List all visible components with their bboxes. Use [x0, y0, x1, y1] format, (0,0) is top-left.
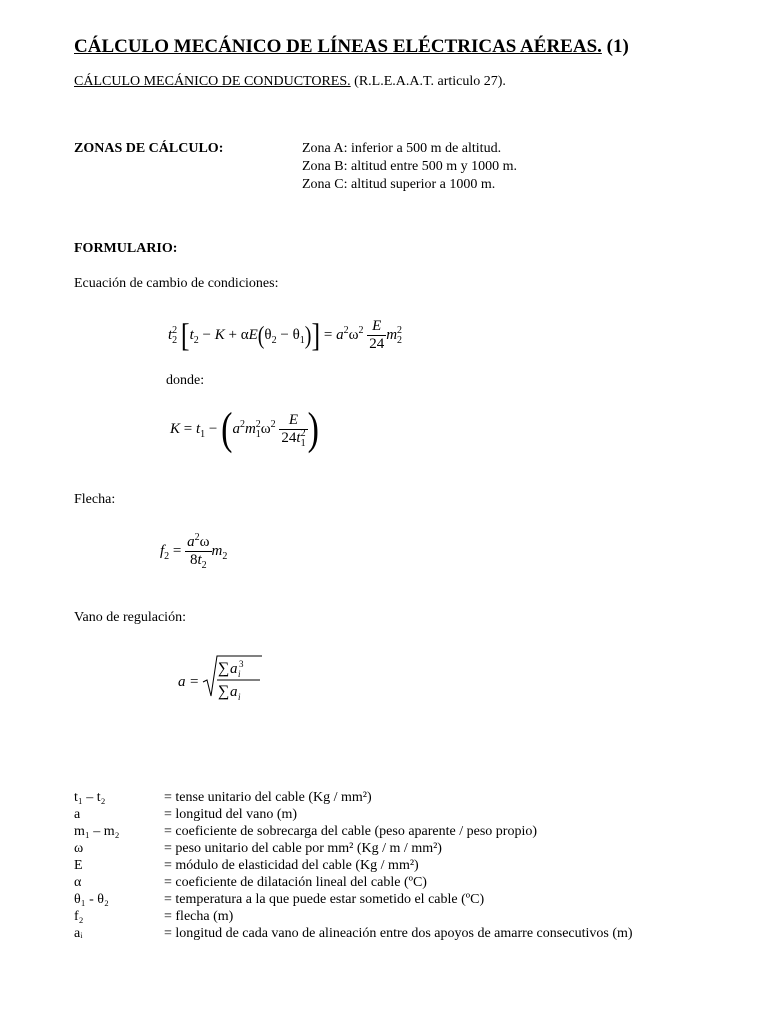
page-title	[74, 36, 629, 58]
subtitle-ref: (R.L.E.A.A.T. articulo 27).	[354, 74, 506, 89]
title-suffix: (1)	[606, 36, 629, 57]
variable-definition: = coeficiente de dilatación lineal del cable (ºC)	[164, 875, 427, 890]
equation-vano	[170, 650, 290, 710]
svg-text:a: a	[178, 674, 186, 690]
svg-text:i: i	[238, 692, 241, 702]
svg-text:a: a	[230, 661, 238, 677]
svg-text:i: i	[238, 669, 241, 679]
svg-text:∑: ∑	[218, 683, 230, 700]
svg-text:=: =	[190, 674, 199, 690]
zone-item-a: Zona A: inferior a 500 m de altitud.	[302, 141, 502, 156]
variable-definition: = peso unitario del cable por mm² (Kg / m / mm²)	[164, 841, 442, 856]
formulario-heading: FORMULARIO:	[74, 241, 178, 256]
variable-symbol: α	[74, 875, 82, 890]
zone-item-b: Zona B: altitud entre 500 m y 1000 m.	[302, 159, 518, 174]
variable-definition: = temperatura a la que puede estar sometido el cable (ºC)	[164, 892, 485, 907]
section-donde-label: donde:	[166, 373, 205, 388]
section-vano-label: Vano de regulación:	[74, 610, 186, 625]
subtitle	[74, 74, 506, 90]
subtitle-main: CÁLCULO MECÁNICO DE CONDUCTORES.	[74, 74, 351, 89]
title-main: CÁLCULO MECÁNICO DE LÍNEAS ELÉCTRICAS AÉREAS.	[74, 36, 602, 57]
section-flecha-label: Flecha:	[74, 492, 116, 507]
variable-symbol: f₂	[74, 909, 84, 924]
variable-symbol: t₁ – t₂	[74, 790, 106, 805]
variable-definition: = longitud de cada vano de alineación entre dos apoyos de amarre consecutivos (m)	[164, 926, 633, 941]
variable-definition: = longitud del vano (m)	[164, 807, 298, 822]
variable-symbol: θ₁ - θ₂	[74, 892, 109, 907]
zones-heading: ZONAS DE CÁLCULO:	[74, 141, 224, 156]
variable-symbol: a	[74, 807, 81, 822]
zones-list	[302, 140, 517, 194]
variable-definition: = coeficiente de sobrecarga del cable (peso aparente / peso propio)	[164, 824, 538, 839]
svg-text:3: 3	[239, 659, 244, 669]
variable-definition: = flecha (m)	[164, 909, 234, 924]
variable-symbol: aᵢ	[74, 926, 83, 941]
variable-symbol: m₁ – m₂	[74, 824, 120, 839]
zone-item-c: Zona C: altitud superior a 1000 m.	[302, 177, 496, 192]
variable-definition: = tense unitario del cable (Kg / mm²)	[164, 790, 372, 805]
variable-symbol: E	[74, 858, 83, 873]
variable-definition: = módulo de elasticidad del cable (Kg / mm²)	[164, 858, 419, 873]
equation-cambio: $t_2^2$ $[t_2 - K + \alpha E(\theta_2 - \theta_1)] = a^2\omega^2$ $\frac{E}{24}$ $m_2^2$	[168, 316, 403, 353]
equation-flecha: $f_2$ = $\frac{a^2\omega}{8t_2}$ $m_2$	[160, 532, 228, 571]
equation-k: $K = t_1 - (a^2m_1^2\omega^2$ $\frac{E}{24t_1^2}$ )	[170, 403, 319, 454]
section-cambio-label: Ecuación de cambio de condiciones:	[74, 276, 279, 291]
svg-text:∑: ∑	[218, 660, 230, 677]
svg-text:a: a	[230, 684, 238, 700]
variable-symbol: ω	[74, 841, 84, 856]
